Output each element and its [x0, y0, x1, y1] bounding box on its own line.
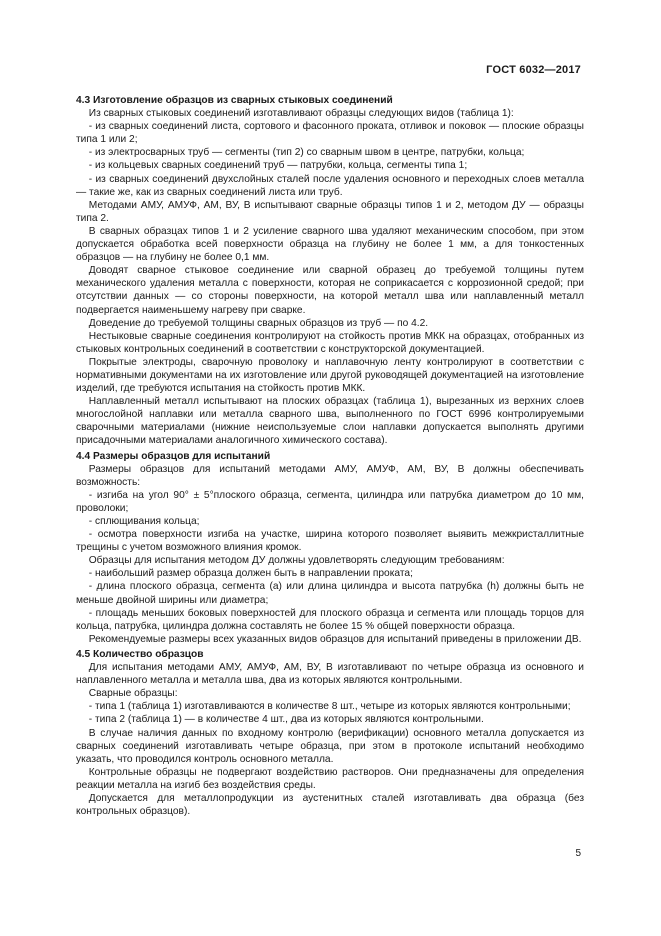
- paragraph: В сварных образцах типов 1 и 2 усиление сварного шва удаляют механическим способом, при этом допускается обработка всей поверхности образца на глубину не более 1 мм, а для тонкостенных образцов — на глубину не более 0,1 мм.: [76, 225, 584, 264]
- list-item: - площадь меньших боковых поверхностей для плоского образца и сегмента или площадь торцов для кольца, патрубка, цилиндра должна составлять не более 15 % общей поверхности образца.: [76, 607, 584, 632]
- paragraph: Размеры образцов для испытаний методами АМУ, АМУФ, АМ, ВУ, В должны обеспечивать возможность:: [76, 463, 584, 488]
- list-item: - осмотра поверхности изгиба на участке, ширина которого позволяет выявить межкристаллитные трещины с учетом возможного влияния кромок.: [76, 529, 584, 554]
- paragraph: Методами АМУ, АМУФ, АМ, ВУ, В испытывают сварные образцы типов 1 и 2, методом ДУ — образцы типа 2.: [76, 199, 584, 224]
- paragraph: Рекомендуемые размеры всех указанных видов образцов для испытаний приведены в приложении ДВ.: [88, 633, 582, 645]
- paragraph: Доведение до требуемой толщины сварных образцов из труб — по 4.2.: [88, 317, 429, 329]
- paragraph: Сварные образцы:: [88, 688, 178, 700]
- list-item: - сплющивания кольца;: [88, 516, 200, 527]
- paragraph: В случае наличия данных по входному контролю (верификации) основного металла допускается из сварных соединений изготавливать четыре образца, при этом в протоколе испытаний необходимо указать, что проводился контроль основного металла.: [76, 727, 584, 765]
- paragraph: Наплавленный металл испытывают на плоских образцах (таблица 1), вырезанных из верхних слоев многослойной наплавки или металла сварного шва, выполненного по ГОСТ 6996 контролируемыми сварочными материалами (нижние неиспользуемые слои наплавки допускается выполнять другими присадочными материалами аналогичного химического состава).: [76, 396, 584, 447]
- paragraph: Образцы для испытания методом ДУ должны удовлетворять следующим требованиям:: [88, 555, 505, 567]
- paragraph: Контрольные образцы не подвергают воздействию растворов. Они предназначены для определения реакции металла на изгиб без воздействия среды.: [76, 766, 584, 791]
- document-standard-id: ГОСТ 6032—2017: [486, 64, 581, 76]
- list-item: - из кольцевых сварных соединений труб — патрубки, кольца, сегменты типа 1;: [88, 160, 468, 172]
- list-item: - из электросварных труб — сегменты (тип 2) со сварным швом в центре, патрубки, кольца;: [88, 147, 525, 159]
- list-item: - изгиба на угол 90° ± 5°плоского образца, сегмента, цилиндра или патрубка диаметром до 10 мм, проволоки;: [76, 489, 584, 514]
- list-item: - типа 1 (таблица 1) изготавливаются в количестве 8 шт., четыре из которых являются контрольными;: [88, 701, 571, 713]
- section-title: 4.5 Количество образцов: [76, 648, 204, 660]
- paragraph: Нестыковые сварные соединения контролируют на стойкость против МКК на образцах, отобранных из стыковых контрольных соединений в соответствии с конструкторской документацией.: [76, 330, 584, 355]
- paragraph: Покрытые электроды, сварочную проволоку и наплавочную ленту контролируют в соответствии с нормативными документами на их изготовление или другой руководящей документацией на изготовление изделий, где требуются испытания на стойкость против МКК.: [76, 356, 584, 395]
- list-item: - из сварных соединений двухслойных сталей после удаления основного и переходных слоев металла — такие же, как из сварных соединений листа или труб.: [76, 173, 584, 198]
- list-item: - длина плоского образца, сегмента (a) или длина цилиндра и высота патрубка (h) должны быть не меньше двойной ширины или диаметра;: [76, 581, 584, 606]
- page-number: 5: [575, 848, 581, 859]
- section-title: 4.4 Размеры образцов для испытаний: [76, 450, 271, 462]
- paragraph: Для испытания методами АМУ, АМУФ, АМ, ВУ, В изготавливают по четыре образца из основного и наплавленного металла и металла шва, два из которых являются контрольными.: [76, 662, 584, 687]
- paragraph: Из сварных стыковых соединений изготавливают образцы следующих видов (таблица 1):: [88, 108, 514, 120]
- list-item: - типа 2 (таблица 1) — в количестве 4 шт., два из которых являются контрольными.: [88, 714, 484, 726]
- paragraph: Доводят сварное стыковое соединение или сварной образец до требуемой толщины путем механического удаления металла с поверхности, которая не соприкасается с коррозионной средой; при отсутствии данных — со стороны поверхности, на которой металл шва или наплавленный металл подвергается наименьшему нагреву при сварке.: [76, 265, 584, 316]
- list-item: - из сварных соединений листа, сортового и фасонного проката, отливок и поковок — плоские образцы типа 1 или 2;: [76, 121, 584, 146]
- list-item: - наибольший размер образца должен быть в направлении проката;: [88, 568, 413, 580]
- document-body: [76, 92, 584, 818]
- section-title: 4.3 Изготовление образцов из сварных стыковых соединений: [76, 95, 393, 106]
- paragraph: Допускается для металлопродукции из аустенитных сталей изготавливать два образца (без контрольных образцов).: [76, 792, 584, 818]
